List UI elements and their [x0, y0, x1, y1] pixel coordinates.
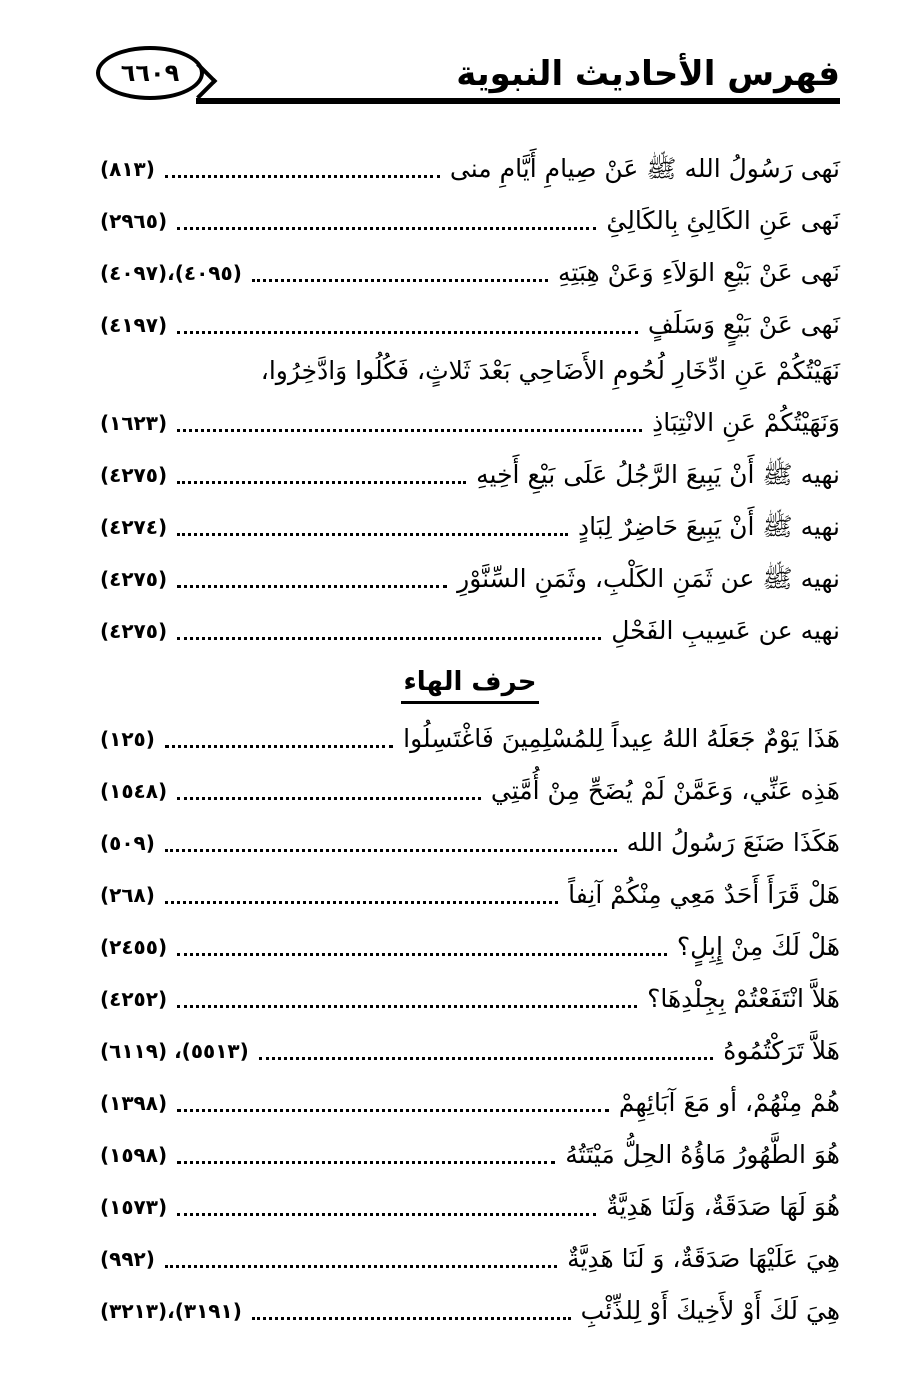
- leader-dots: [177, 533, 568, 536]
- index-entry: [100, 704, 840, 756]
- entry-text: نهيه عن عَسِيبِ الفَحْلِ: [611, 616, 840, 645]
- entry-text: هِيَ عَلَيْهَا صَدَقَةٌ، وَ لَنَا هَدِيَّةٌ: [567, 1244, 840, 1273]
- index-entry: [100, 238, 840, 290]
- index-entry: [100, 290, 840, 342]
- index-entry: [100, 1068, 840, 1120]
- index-entry: [100, 808, 840, 860]
- page-number-badge: [96, 46, 204, 100]
- leader-dots: [177, 637, 601, 640]
- page-title: فهرس الأحاديث النبوية: [456, 54, 840, 94]
- leader-dots: [177, 797, 481, 800]
- entry-text: نهيه ﷺ عن ثَمَنِ الكَلْبِ، وثَمَنِ السِّنَّوْرِ: [457, 564, 840, 593]
- header-rule: [196, 98, 840, 104]
- index-entry: [100, 1172, 840, 1224]
- entry-text: نهيه ﷺ أَنْ يَبِيعَ الرَّجُلُ عَلَى بَيْعِ أَخِيهِ: [476, 460, 840, 489]
- entry-text: هَذِه عَنِّي، وَعَمَّنْ لَمْ يُضَحِّ مِنْ أُمَّتِي: [490, 776, 840, 805]
- leader-dots: [165, 745, 393, 748]
- entry-reference: (٥٠٩): [100, 831, 155, 855]
- leader-dots: [177, 1005, 637, 1008]
- leader-dots: [259, 1057, 714, 1060]
- index-entry: [100, 1120, 840, 1172]
- entry-reference: (٣١٩١)،(٣٢١٣): [100, 1299, 242, 1323]
- entry-reference: (٤٠٩٥)،(٤٠٩٧): [100, 261, 242, 285]
- index-entry: [100, 860, 840, 912]
- index-entry: [100, 596, 840, 648]
- leader-dots: [177, 585, 447, 588]
- leader-dots: [165, 849, 617, 852]
- entry-reference: (٨١٣): [100, 157, 155, 181]
- leader-dots: [177, 953, 667, 956]
- index-entry-first-line: [100, 342, 840, 388]
- entry-reference: (١٥٩٨): [100, 1143, 168, 1167]
- index-entry: [100, 440, 840, 492]
- index-entry: [100, 1276, 840, 1328]
- entry-text: وَنَهَيْتُكُمْ عَنِ الانْتِبَاذِ: [652, 408, 840, 437]
- entry-text: نَهى عَنِ الكَالِئِ بِالكَالِئِ: [606, 206, 840, 235]
- index-entry: [100, 964, 840, 1016]
- leader-dots: [177, 481, 466, 484]
- entry-text: هُوَ الطَّهُورُ مَاؤُهُ الحِلُّ مَيْتَتُهُ: [565, 1140, 840, 1169]
- index-entry: [100, 1224, 840, 1276]
- leader-dots: [177, 1109, 609, 1112]
- entry-reference: (١٦٢٣): [100, 411, 168, 435]
- index-entry: [100, 1016, 840, 1068]
- entry-reference: (٤٢٧٤): [100, 515, 168, 539]
- entry-reference: (٤٢٥٢): [100, 987, 168, 1011]
- index-entry: [100, 756, 840, 808]
- entry-text: هَلْ لَكَ مِنْ إِبِلٍ؟: [676, 932, 840, 961]
- entry-reference: (٤٢٧٥): [100, 567, 168, 591]
- page-number: ٦٦٠٩: [120, 59, 180, 87]
- entry-reference: (١٥٤٨): [100, 779, 168, 803]
- entry-text: نَهى رَسُولُ الله ﷺ عَنْ صِيامِ أَيَّامِ منى: [449, 154, 840, 183]
- entry-text: نَهى عَنْ بَيْعٍ وَسَلَفٍ: [647, 310, 840, 339]
- entry-reference: (١٥٧٣): [100, 1195, 168, 1219]
- leader-dots: [252, 1317, 571, 1320]
- entry-reference: (١٣٩٨): [100, 1091, 168, 1115]
- entry-text: نَهَيْتُكُمْ عَنِ ادِّخَارِ لُحُومِ الأَضَاحِي بَعْدَ ثَلاثٍ، فَكُلُوا وَادَّخِرُوا،: [260, 356, 840, 385]
- section-heading: [100, 648, 840, 704]
- leader-dots: [177, 331, 638, 334]
- entry-text: هَذَا يَوْمٌ جَعَلَهُ اللهُ عِيداً لِلمُسْلِمِينَ فَاغْتَسِلُوا: [403, 724, 840, 753]
- entry-text: نهيه ﷺ أَنْ يَبِيعَ حَاضِرٌ لِبَادٍ: [577, 512, 840, 541]
- entry-text: هَلْ قَرَأَ أَحَدٌ مَعِي مِنْكُمْ آنِفاً: [568, 880, 840, 909]
- leader-dots: [165, 1265, 557, 1268]
- leader-dots: [252, 279, 548, 282]
- entry-reference: (١٢٥): [100, 727, 155, 751]
- entry-reference: (٢٦٨): [100, 883, 155, 907]
- index-entry: [100, 134, 840, 186]
- entry-text: هَلاَّ انْتَفَعْتُمْ بِجِلْدِهَا؟: [647, 984, 840, 1013]
- leader-dots: [165, 901, 558, 904]
- entry-reference: (٩٩٢): [100, 1247, 155, 1271]
- index-entry: [100, 388, 840, 440]
- entry-reference: (٤٢٧٥): [100, 463, 168, 487]
- hadith-index-list: [100, 134, 840, 1328]
- entry-text: نَهى عَنْ بَيْعِ الوَلاَءِ وَعَنْ هِبَتِهِ: [558, 258, 840, 287]
- entry-reference: (٤٢٧٥): [100, 619, 168, 643]
- entry-reference: (٤١٩٧): [100, 313, 168, 337]
- leader-dots: [177, 227, 596, 230]
- entry-text: هُمْ مِنْهُمْ، أو مَعَ آبَائِهِمْ: [618, 1088, 840, 1117]
- index-entry: [100, 492, 840, 544]
- index-entry: [100, 186, 840, 238]
- index-entry: [100, 912, 840, 964]
- entry-reference: (٥٥١٣)، (٦١١٩): [100, 1039, 249, 1063]
- entry-text: هَكَذَا صَنَعَ رَسُولُ الله: [626, 828, 840, 857]
- entry-text: هُوَ لَهَا صَدَقَةٌ، وَلَنَا هَدِيَّةٌ: [606, 1192, 840, 1221]
- page-header: [96, 44, 840, 110]
- leader-dots: [177, 429, 642, 432]
- entry-reference: (٢٤٥٥): [100, 935, 168, 959]
- leader-dots: [165, 175, 440, 178]
- leader-dots: [177, 1213, 596, 1216]
- entry-text: هَلاَّ تَرَكْتُمُوهُ: [723, 1036, 840, 1065]
- leader-dots: [177, 1161, 555, 1164]
- index-entry: [100, 544, 840, 596]
- entry-text: هِيَ لَكَ أَوْ لأَخِيكَ أَوْ لِلذِّئْبِ: [580, 1296, 840, 1325]
- entry-reference: (٢٩٦٥): [100, 209, 168, 233]
- section-heading-text: حرف الهاء: [401, 663, 538, 704]
